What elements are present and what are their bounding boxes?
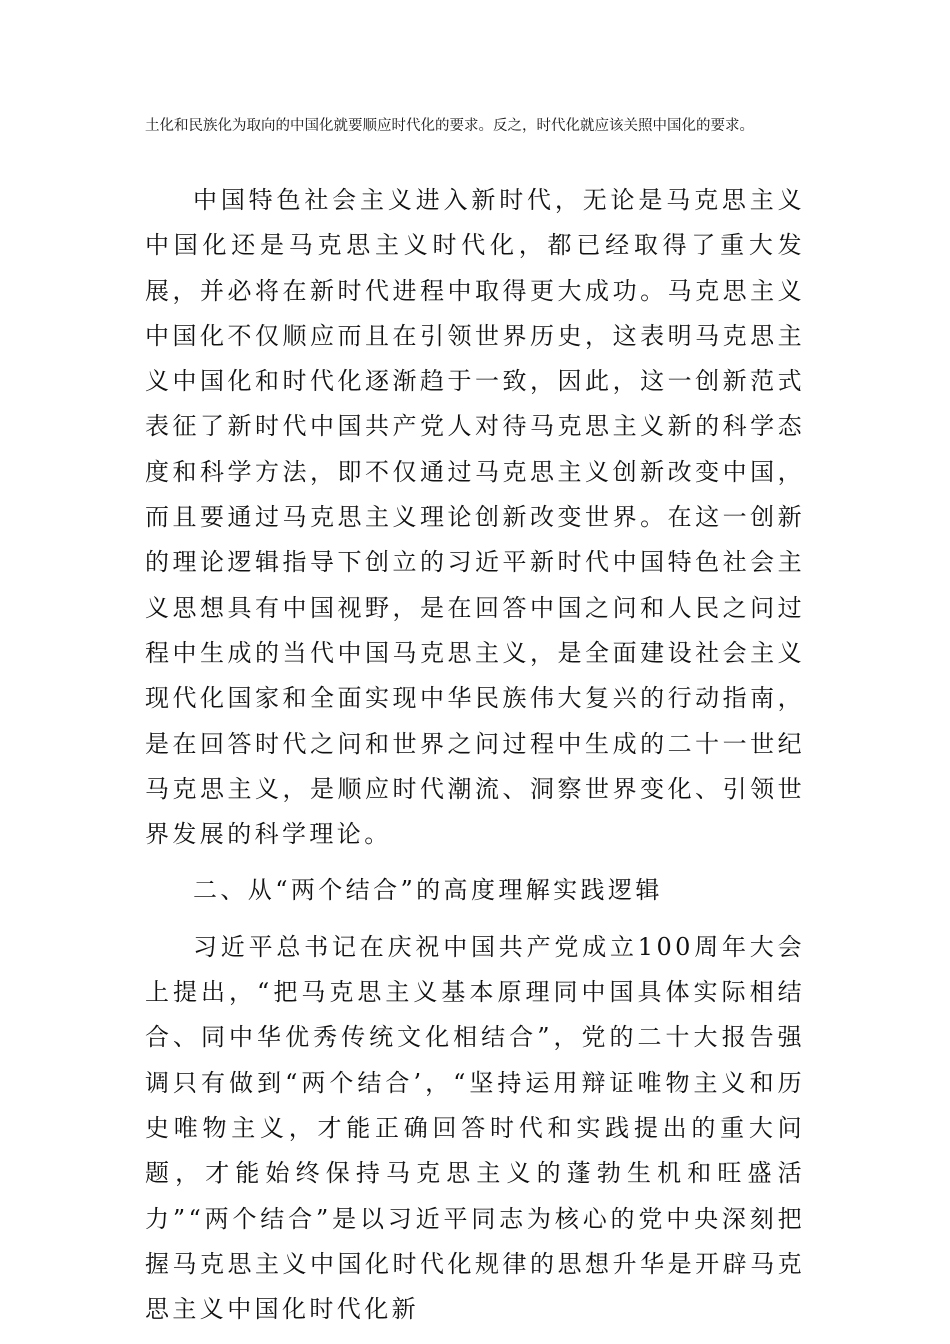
intro-text: 土化和民族化为取向的中国化就要顺应时代化的要求。反之，时代化就应该关照中国化的要求。 bbox=[145, 118, 754, 134]
section-heading: 二、从“两个结合”的高度理解实践逻辑 bbox=[193, 876, 663, 905]
paragraph-new-era: 中国特色社会主义进入新时代，无论是马克思主义中国化还是马克思主义时代化，都已经取得了重大发展，并必将在新时代进程中取得更大成功。马克思主义中国化不仅顺应而且在引领世界历史，这表明马克思主义中国化和时代化逐渐趋于一致，因此，这一创新范式表征了新时代中国共产党人对待马克思主义新的科学态度和科学方法，即不仅通过马克思主义创新改变中国，而且要通过马克思主义理论创新改变世界。在这一创新的理论逻辑指导下创立的习近平新时代中国特色社会主义思想具有中国视野，是在回答中国之问和人民之问过程中生成的当代中国马克思主义，是全面建设社会主义现代化国家和全面实现中华民族伟大复兴的行动指南，是在回答时代之问和世界之问过程中生成的二十一世纪马克思主义，是顺应时代潮流、洞察世界变化、引领世界发展的科学理论。 bbox=[145, 186, 805, 849]
paragraph-two-combinations: 习近平总书记在庆祝中国共产党成立100周年大会上提出，“把马克思主义基本原理同中国具体实际相结合、同中华优秀传统文化相结合”，党的二十大报告强调只有做到“两个结合’，“坚持运用辩证唯物主义和历史唯物主义，才能正确回答时代和实践提出的重大问题，才能始终保持马克思主义的蓬勃生机和旺盛活力”“两个结合”是以习近平同志为核心的党中央深刻把握马克思主义中国化时代化规律的思想升华是开辟马克思主义中国化时代化新 bbox=[145, 932, 805, 1324]
document-body bbox=[145, 178, 805, 1332]
